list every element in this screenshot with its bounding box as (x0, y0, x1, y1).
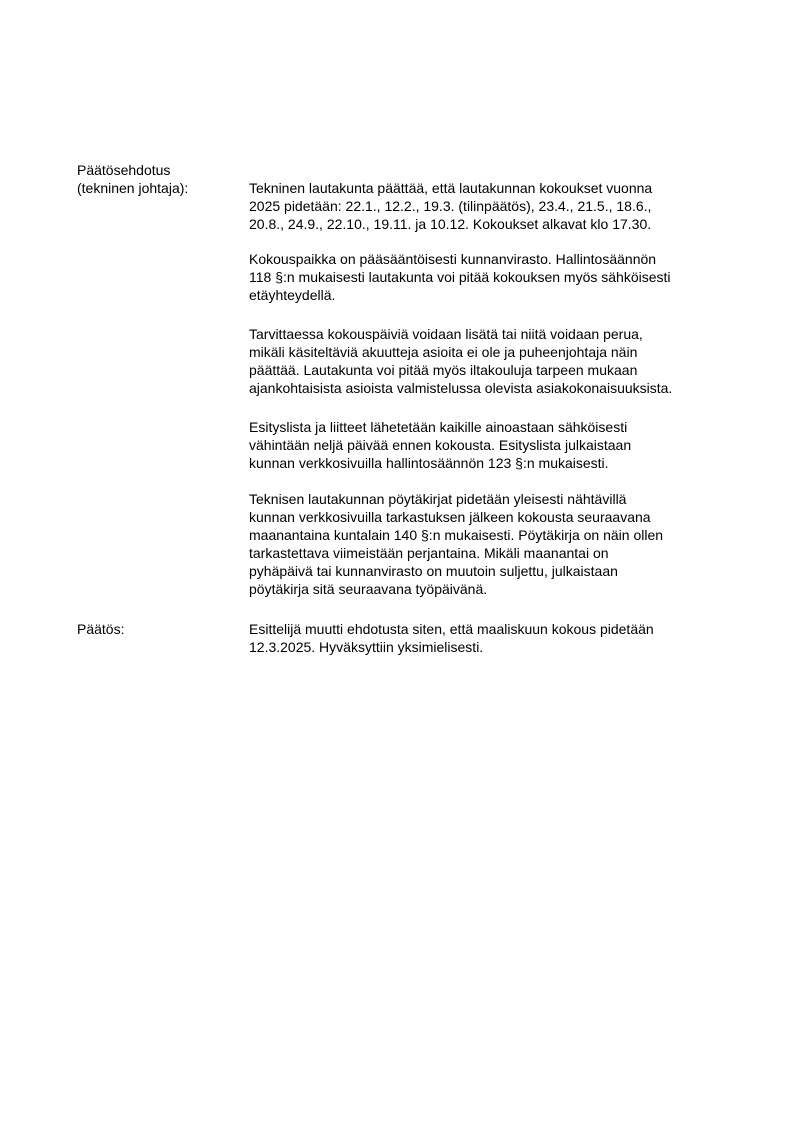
text-line: kunnan verkkosivuilla hallintosäännön 123 §:n mukaisesti. (249, 455, 609, 471)
text-line: Esittelijä muutti ehdotusta siten, että maaliskuun kokous pidetään (249, 621, 654, 637)
text-line: Teknisen lautakunnan pöytäkirjat pidetään yleisesti nähtävillä (249, 491, 627, 507)
decision-label: Päätös: (77, 621, 125, 637)
text-line: Tarvittaessa kokouspäiviä voidaan lisätä tai niitä voidaan perua, (249, 326, 643, 342)
text-line: ajankohtaisista asioista valmistelussa olevista asiakokonaisuuksista. (249, 380, 673, 396)
text-line: vähintään neljä päivää ennen kokousta. Esityslista julkaistaan (249, 437, 632, 453)
proposal-heading: Päätösehdotus (77, 162, 171, 178)
text-line: Tekninen lautakunta päättää, että lautakunnan kokoukset vuonna (249, 180, 653, 196)
text-line: 118 §:n mukaisesti lautakunta voi pitää kokouksen myös sähköisesti (249, 269, 671, 285)
text-line: Esityslista ja liitteet lähetetään kaikille ainoastaan sähköisesti (249, 419, 628, 435)
text-line: etäyhteydellä. (249, 287, 336, 303)
text-line: 2025 pidetään: 22.1., 12.2., 19.3. (tilinpäätös), 23.4., 21.5., 18.6., (249, 198, 652, 214)
text-line: 12.3.2025. Hyväksyttiin yksimielisesti. (249, 639, 484, 655)
text-line: päättää. Lautakunta voi pitää myös iltakouluja tarpeen mukaan (249, 362, 638, 378)
text-line: tarkastettava viimeistään perjantaina. Mikäli maanantai on (249, 545, 609, 561)
proposal-author-label: (tekninen johtaja): (77, 180, 189, 196)
text-line: pöytäkirja sitä seuraavana työpäivänä. (249, 581, 488, 597)
text-line: Kokouspaikka on pääsääntöisesti kunnanvirasto. Hallintosäännön (249, 251, 657, 267)
text-line: pyhäpäivä tai kunnanvirasto on muutoin suljettu, julkaistaan (249, 563, 618, 579)
text-line: 20.8., 24.9., 22.10., 19.11. ja 10.12. Kokoukset alkavat klo 17.30. (249, 216, 652, 232)
text-line: maanantaina kuntalain 140 §:n mukaisesti. Pöytäkirja on näin ollen (249, 527, 664, 543)
text-line: kunnan verkkosivuilla tarkastuksen jälkeen kokousta seuraavana (249, 509, 651, 525)
text-line: mikäli käsiteltäviä akuutteja asioita ei ole ja puheenjohtaja näin (249, 344, 638, 360)
